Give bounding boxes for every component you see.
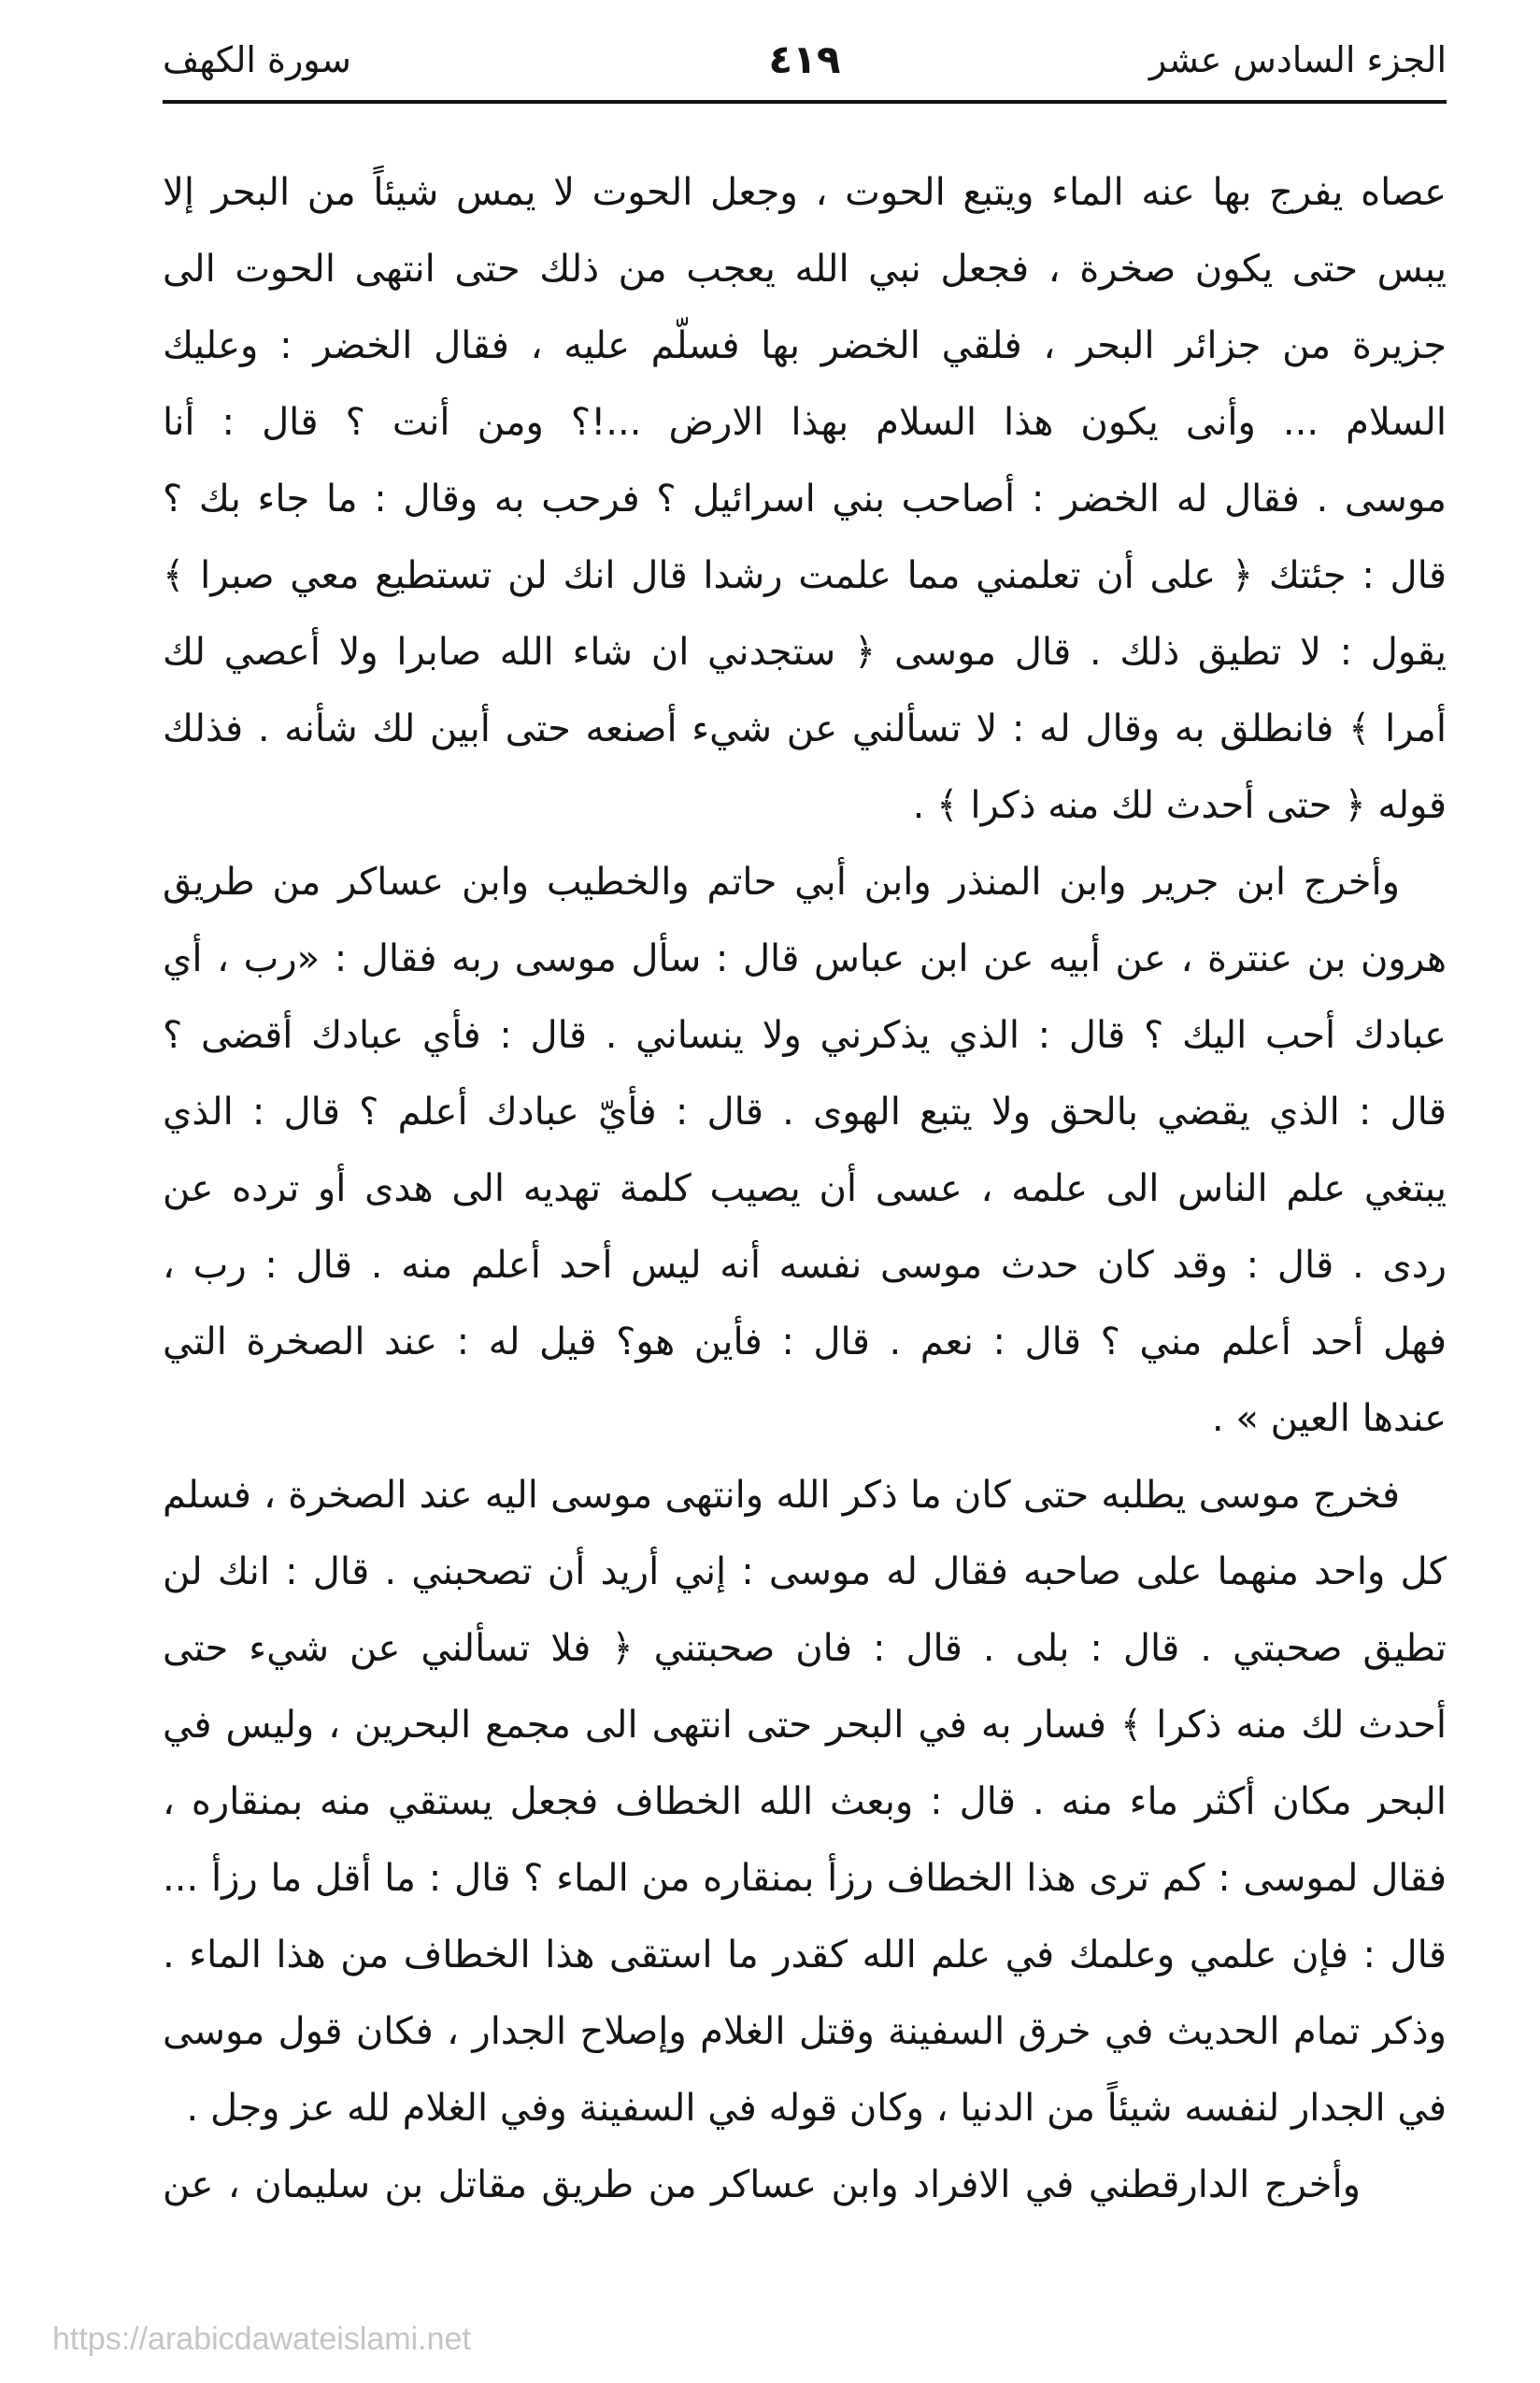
line-text: يبتغي علم الناس الى علمه ، عسى أن يصيب كلمة تهديه الى هدى أو ترده عن [163,1167,1447,1210]
text-line [163,1610,1447,1687]
text-line [163,1917,1447,1993]
text-line [163,920,1447,997]
text-line [163,537,1447,614]
text-line [163,1687,1447,1763]
line-text: السلام ... وأنى يكون هذا السلام بهذا الارض ...!؟ ومن أنت ؟ قال : أنا [163,401,1447,444]
text-line [163,1304,1447,1380]
page-body-text [163,154,1447,2223]
text-line [163,1227,1447,1304]
part-title: الجزء السادس عشر [1148,39,1447,80]
header-divider [163,100,1447,104]
line-text: هرون بن عنترة ، عن أبيه عن ابن عباس قال : سأل موسى ربه فقال : «رب ، أي [163,937,1447,980]
page-number: ٤١٩ [768,36,841,82]
text-line [163,461,1447,537]
text-line [163,231,1447,307]
text-line [163,1150,1447,1227]
paragraph-first-line [163,2147,1447,2223]
text-line [163,1763,1447,1840]
line-text: البحر مكان أكثر ماء منه . قال : وبعث الله الخطاف فجعل يستقي منه بمنقاره ، [163,1780,1447,1823]
line-text: وذكر تمام الحديث في خرق السفينة وقتل الغلام وإصلاح الجدار ، فكان قول موسى [163,2010,1447,2053]
paragraph-last-line [163,767,1447,844]
text-line [163,1534,1447,1610]
paragraph-first-line [163,1457,1447,1534]
line-text: قال : جئتك ﴿ على أن تعلمني مما علمت رشدا قال انك لن تستطيع معي صبرا ﴾ [163,554,1447,597]
line-text: عبادك أحب اليك ؟ قال : الذي يذكرني ولا ينساني . قال : فأي عبادك أقضى ؟ [163,1014,1447,1057]
paragraph-last-line [163,1380,1447,1457]
text-line [163,614,1447,691]
line-text: أمرا ﴾ فانطلق به وقال له : لا تسألني عن شيء أصنعه حتى أبين لك شأنه . فذلك [163,707,1447,750]
line-text: فخرج موسى يطلبه حتى كان ما ذكر الله وانتهى موسى اليه عند الصخرة ، فسلم [163,1474,1400,1517]
text-line [163,307,1447,384]
line-text: يقول : لا تطيق ذلك . قال موسى ﴿ ستجدني ان شاء الله صابرا ولا أعصي لك [163,631,1447,674]
watermark-url: https://arabicdawateislami.net [52,2321,471,2357]
line-text: عندها العين » . [1211,1397,1447,1440]
paragraph-last-line [163,2070,1447,2147]
line-text: في الجدار لنفسه شيئاً من الدنيا ، وكان قوله في السفينة وفي الغلام لله عز وجل . [186,2087,1447,2130]
text-line [163,384,1447,461]
text-line [163,1074,1447,1150]
line-text: ردى . قال : وقد كان حدث موسى نفسه أنه ليس أحد أعلم منه . قال : رب ، [163,1244,1447,1287]
line-text: تطيق صحبتي . قال : بلى . قال : فان صحبتني ﴿ فلا تسألني عن شيء حتى [163,1627,1447,1670]
line-text: قال : الذي يقضي بالحق ولا يتبع الهوى . قال : فأيّ عبادك أعلم ؟ قال : الذي [163,1091,1447,1134]
text-line [163,1993,1447,2070]
text-line [163,997,1447,1074]
line-text: كل واحد منهما على صاحبه فقال له موسى : إني أريد أن تصحبني . قال : انك لن [163,1550,1447,1593]
line-text: موسى . فقال له الخضر : أصاحب بني اسرائيل ؟ فرحب به وقال : ما جاء بك ؟ [163,478,1447,521]
surah-title: سورة الكهف [163,39,351,80]
line-text: أحدث لك منه ذكرا ﴾ فسار به في البحر حتى انتهى الى مجمع البحرين ، وليس في [163,1704,1447,1747]
line-text: فهل أحد أعلم مني ؟ قال : نعم . قال : فأين هو؟ قيل له : عند الصخرة التي [163,1320,1447,1363]
line-text: جزيرة من جزائر البحر ، فلقي الخضر بها فسلّم عليه ، فقال الخضر : وعليك [163,324,1447,367]
text-line [163,691,1447,767]
paragraph-first-line [163,844,1447,920]
line-text: عصاه يفرج بها عنه الماء ويتبع الحوت ، وجعل الحوت لا يمس شيئاً من البحر إلا [163,171,1447,214]
line-text: قال : فإن علمي وعلمك في علم الله كقدر ما استقى هذا الخطاف من هذا الماء . [163,1934,1447,1976]
text-line [163,1840,1447,1917]
line-text: وأخرج الدارقطني في الافراد وابن عساكر من طريق مقاتل بن سليمان ، عن [163,2163,1361,2206]
line-text: يبس حتى يكون صخرة ، فجعل نبي الله يعجب من ذلك حتى انتهى الحوت الى [163,248,1447,291]
line-text: قوله ﴿ حتى أحدث لك منه ذكرا ﴾ . [912,784,1447,827]
text-line [163,154,1447,231]
line-text: فقال لموسى : كم ترى هذا الخطاف رزأ بمنقاره من الماء ؟ قال : ما أقل ما رزأ ... [163,1857,1447,1900]
page-header [163,26,1447,93]
line-text: وأخرج ابن جرير وابن المنذر وابن أبي حاتم والخطيب وابن عساكر من طريق [163,861,1400,904]
